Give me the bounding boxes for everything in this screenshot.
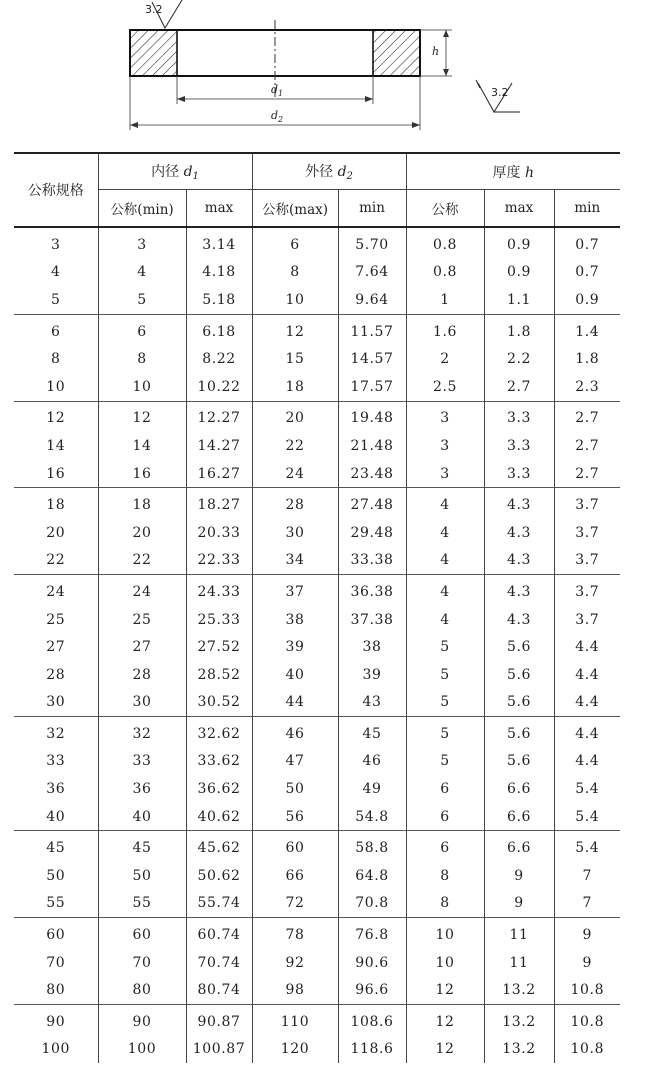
cell-inner-nominal: 6 bbox=[98, 314, 186, 345]
cell-thickness-min: 0.7 bbox=[554, 227, 620, 259]
cell-thickness-max: 4.3 bbox=[484, 519, 554, 547]
cell-outer-nominal: 38 bbox=[252, 606, 338, 634]
cell-inner-max: 90.87 bbox=[186, 1005, 252, 1036]
cell-thickness-min: 0.9 bbox=[554, 286, 620, 314]
table-row bbox=[14, 286, 620, 314]
roughness-symbol-right bbox=[476, 80, 520, 112]
cell-inner-max: 80.74 bbox=[186, 976, 252, 1004]
header-outer-diameter: 外径 $d_2$ bbox=[252, 153, 406, 190]
table-row bbox=[14, 1005, 620, 1036]
cell-thickness-max: 9 bbox=[484, 862, 554, 890]
cell-inner-nominal: 27 bbox=[98, 633, 186, 661]
cell-thickness-nominal: 0.8 bbox=[406, 259, 484, 287]
cell-inner-max: 70.74 bbox=[186, 949, 252, 977]
cell-inner-max: 28.52 bbox=[186, 661, 252, 689]
cell-inner-nominal: 8 bbox=[98, 345, 186, 373]
cell-nominal-size: 14 bbox=[46, 437, 66, 454]
cell-outer-nominal: 15 bbox=[252, 345, 338, 373]
cell-inner-max: 40.62 bbox=[186, 803, 252, 831]
table-row bbox=[14, 976, 620, 1004]
table-row bbox=[14, 575, 620, 606]
cell-inner-max: 33.62 bbox=[186, 748, 252, 776]
table-row bbox=[14, 661, 620, 689]
washer-left-section bbox=[131, 31, 177, 75]
cell-thickness-min: 2.7 bbox=[554, 401, 620, 432]
cell-outer-nominal: 39 bbox=[252, 633, 338, 661]
cell-outer-min: 64.8 bbox=[338, 862, 406, 890]
washer-drawing-svg bbox=[0, 0, 650, 145]
cell-inner-nominal: 55 bbox=[98, 890, 186, 918]
table-row bbox=[14, 803, 620, 831]
cell-outer-nominal: 50 bbox=[252, 775, 338, 803]
cell-inner-nominal: 24 bbox=[98, 575, 186, 606]
subheader-inner-nominal: 公称(min) bbox=[98, 190, 186, 228]
cell-thickness-min: 10.8 bbox=[554, 1005, 620, 1036]
table-row bbox=[14, 606, 620, 634]
table-row bbox=[14, 775, 620, 803]
cell-thickness-min: 9 bbox=[554, 949, 620, 977]
cell-thickness-min: 1.4 bbox=[554, 314, 620, 345]
cell-nominal-size: 36 bbox=[46, 781, 66, 798]
cell-thickness-nominal: 12 bbox=[406, 1005, 484, 1036]
cell-thickness-nominal: 5 bbox=[406, 633, 484, 661]
table-row bbox=[14, 547, 620, 575]
table-row bbox=[14, 401, 620, 432]
cell-inner-nominal: 50 bbox=[98, 862, 186, 890]
cell-outer-nominal: 8 bbox=[252, 259, 338, 287]
cell-inner-max: 10.22 bbox=[186, 373, 252, 401]
cell-outer-min: 118.6 bbox=[338, 1036, 406, 1064]
cell-thickness-nominal: 10 bbox=[406, 949, 484, 977]
cell-outer-min: 23.48 bbox=[338, 460, 406, 488]
cell-outer-nominal: 78 bbox=[252, 918, 338, 949]
cell-thickness-nominal: 4 bbox=[406, 488, 484, 519]
cell-outer-nominal: 47 bbox=[252, 748, 338, 776]
cell-inner-max: 50.62 bbox=[186, 862, 252, 890]
roughness-symbol-top bbox=[145, 0, 182, 28]
cell-thickness-max: 0.9 bbox=[484, 259, 554, 287]
cell-outer-nominal: 56 bbox=[252, 803, 338, 831]
cell-outer-nominal: 37 bbox=[252, 575, 338, 606]
table-row bbox=[14, 345, 620, 373]
cell-thickness-nominal: 4 bbox=[406, 575, 484, 606]
cell-inner-max: 22.33 bbox=[186, 547, 252, 575]
cell-thickness-max: 3.3 bbox=[484, 401, 554, 432]
cell-outer-nominal: 92 bbox=[252, 949, 338, 977]
cell-thickness-max: 1.8 bbox=[484, 314, 554, 345]
table-row bbox=[14, 259, 620, 287]
subheader-thickness-max: max bbox=[484, 190, 554, 228]
cell-inner-nominal: 80 bbox=[98, 976, 186, 1004]
cell-thickness-min: 2.7 bbox=[554, 460, 620, 488]
cell-nominal-size: 20 bbox=[46, 524, 66, 541]
cell-outer-min: 36.38 bbox=[338, 575, 406, 606]
cell-thickness-max: 9 bbox=[484, 890, 554, 918]
cell-thickness-min: 2.7 bbox=[554, 432, 620, 460]
cell-outer-min: 38 bbox=[338, 633, 406, 661]
cell-thickness-max: 3.3 bbox=[484, 432, 554, 460]
subheader-outer-nominal: 公称(max) bbox=[252, 190, 338, 228]
cell-nominal-size: 16 bbox=[46, 465, 66, 482]
cell-thickness-min: 3.7 bbox=[554, 547, 620, 575]
cell-thickness-min: 3.7 bbox=[554, 488, 620, 519]
cell-nominal-size: 8 bbox=[50, 351, 61, 368]
header-nominal-size: 公称规格 bbox=[14, 153, 98, 227]
washer-dimension-table bbox=[14, 152, 620, 1063]
cell-nominal-size: 6 bbox=[14, 314, 98, 345]
table-row bbox=[14, 949, 620, 977]
cell-outer-nominal: 98 bbox=[252, 976, 338, 1004]
cell-outer-min: 7.64 bbox=[338, 259, 406, 287]
cell-inner-nominal: 22 bbox=[98, 547, 186, 575]
cell-inner-nominal: 5 bbox=[98, 286, 186, 314]
cell-inner-max: 12.27 bbox=[186, 401, 252, 432]
cell-inner-max: 36.62 bbox=[186, 775, 252, 803]
cell-thickness-nominal: 2.5 bbox=[406, 373, 484, 401]
cell-inner-max: 14.27 bbox=[186, 432, 252, 460]
table-row bbox=[14, 918, 620, 949]
cell-thickness-max: 4.3 bbox=[484, 606, 554, 634]
cell-inner-nominal: 20 bbox=[98, 519, 186, 547]
subheader-thickness-min: min bbox=[554, 190, 620, 228]
cell-thickness-max: 13.2 bbox=[484, 976, 554, 1004]
cell-inner-max: 25.33 bbox=[186, 606, 252, 634]
table-row bbox=[14, 1036, 620, 1064]
cell-outer-nominal: 72 bbox=[252, 890, 338, 918]
cell-thickness-max: 3.3 bbox=[484, 460, 554, 488]
cell-outer-nominal: 10 bbox=[252, 286, 338, 314]
table-row bbox=[14, 717, 620, 748]
cell-outer-min: 17.57 bbox=[338, 373, 406, 401]
cell-nominal-size: 3 bbox=[50, 236, 61, 253]
cell-thickness-max: 13.2 bbox=[484, 1036, 554, 1064]
cell-nominal-size: 90 bbox=[14, 1005, 98, 1036]
cell-thickness-min: 5.4 bbox=[554, 775, 620, 803]
cell-thickness-nominal: 5 bbox=[406, 689, 484, 717]
cell-outer-nominal: 66 bbox=[252, 862, 338, 890]
cell-outer-min: 43 bbox=[338, 689, 406, 717]
cell-nominal-size: 27 bbox=[46, 639, 66, 656]
table-row bbox=[14, 373, 620, 401]
cell-thickness-max: 4.3 bbox=[484, 488, 554, 519]
cell-thickness-max: 11 bbox=[484, 918, 554, 949]
cell-nominal-size: 50 bbox=[46, 867, 66, 884]
cell-thickness-nominal: 4 bbox=[406, 519, 484, 547]
cell-outer-min: 37.38 bbox=[338, 606, 406, 634]
cell-outer-nominal: 28 bbox=[252, 488, 338, 519]
cell-outer-nominal: 24 bbox=[252, 460, 338, 488]
cell-nominal-size: 24 bbox=[14, 575, 98, 606]
table-row bbox=[14, 748, 620, 776]
table-row bbox=[14, 633, 620, 661]
cell-inner-max: 45.62 bbox=[186, 831, 252, 862]
cell-outer-min: 11.57 bbox=[338, 314, 406, 345]
cell-thickness-min: 7 bbox=[554, 862, 620, 890]
cell-thickness-nominal: 1.6 bbox=[406, 314, 484, 345]
cell-outer-nominal: 110 bbox=[252, 1005, 338, 1036]
cell-thickness-nominal: 12 bbox=[406, 1036, 484, 1064]
cell-nominal-size: 70 bbox=[46, 954, 66, 971]
cell-outer-nominal: 18 bbox=[252, 373, 338, 401]
cell-thickness-nominal: 3 bbox=[406, 432, 484, 460]
cell-inner-max: 16.27 bbox=[186, 460, 252, 488]
cell-outer-nominal: 46 bbox=[252, 717, 338, 748]
d2-label: $d_2$ bbox=[271, 109, 284, 124]
cell-thickness-nominal: 1 bbox=[406, 286, 484, 314]
cell-outer-min: 33.38 bbox=[338, 547, 406, 575]
table-row bbox=[14, 890, 620, 918]
cell-inner-max: 27.52 bbox=[186, 633, 252, 661]
cell-inner-nominal: 18 bbox=[98, 488, 186, 519]
cell-thickness-max: 6.6 bbox=[484, 803, 554, 831]
cell-inner-max: 4.18 bbox=[186, 259, 252, 287]
table-row bbox=[14, 862, 620, 890]
cell-inner-max: 100.87 bbox=[186, 1036, 252, 1064]
h-label: h bbox=[432, 45, 440, 58]
cell-thickness-max: 13.2 bbox=[484, 1005, 554, 1036]
cell-inner-max: 6.18 bbox=[186, 314, 252, 345]
table-row bbox=[14, 314, 620, 345]
cell-nominal-size: 10 bbox=[46, 378, 66, 395]
cell-thickness-min: 5.4 bbox=[554, 831, 620, 862]
cell-thickness-min: 2.3 bbox=[554, 373, 620, 401]
cell-nominal-size: 80 bbox=[46, 982, 66, 999]
cell-thickness-max: 4.3 bbox=[484, 575, 554, 606]
cell-thickness-nominal: 0.8 bbox=[406, 227, 484, 259]
cell-thickness-max: 2.7 bbox=[484, 373, 554, 401]
cell-thickness-max: 5.6 bbox=[484, 748, 554, 776]
cell-outer-min: 5.70 bbox=[338, 227, 406, 259]
cell-inner-nominal: 36 bbox=[98, 775, 186, 803]
subheader-outer-min: min bbox=[338, 190, 406, 228]
cell-thickness-max: 5.6 bbox=[484, 717, 554, 748]
cell-inner-max: 5.18 bbox=[186, 286, 252, 314]
cell-inner-nominal: 14 bbox=[98, 432, 186, 460]
cell-inner-max: 55.74 bbox=[186, 890, 252, 918]
cell-nominal-size: 45 bbox=[14, 831, 98, 862]
cell-outer-nominal: 34 bbox=[252, 547, 338, 575]
table-row bbox=[14, 689, 620, 717]
cell-thickness-max: 6.6 bbox=[484, 775, 554, 803]
cell-thickness-max: 5.6 bbox=[484, 689, 554, 717]
cell-inner-max: 30.52 bbox=[186, 689, 252, 717]
table-row bbox=[14, 488, 620, 519]
cell-outer-nominal: 44 bbox=[252, 689, 338, 717]
cell-thickness-min: 7 bbox=[554, 890, 620, 918]
d1-label: $d_1$ bbox=[271, 83, 284, 98]
cell-thickness-nominal: 5 bbox=[406, 661, 484, 689]
cell-outer-min: 29.48 bbox=[338, 519, 406, 547]
cell-outer-min: 90.6 bbox=[338, 949, 406, 977]
table-row bbox=[14, 432, 620, 460]
cell-thickness-min: 4.4 bbox=[554, 717, 620, 748]
cell-thickness-min: 4.4 bbox=[554, 633, 620, 661]
table-row bbox=[14, 460, 620, 488]
cell-inner-max: 60.74 bbox=[186, 918, 252, 949]
cell-thickness-nominal: 3 bbox=[406, 460, 484, 488]
cell-thickness-min: 5.4 bbox=[554, 803, 620, 831]
cell-nominal-size: 25 bbox=[46, 611, 66, 628]
cell-inner-max: 20.33 bbox=[186, 519, 252, 547]
cell-inner-nominal: 25 bbox=[98, 606, 186, 634]
cell-thickness-min: 9 bbox=[554, 918, 620, 949]
cell-inner-max: 3.14 bbox=[186, 227, 252, 259]
cell-thickness-min: 4.4 bbox=[554, 689, 620, 717]
cell-inner-nominal: 16 bbox=[98, 460, 186, 488]
cell-outer-nominal: 40 bbox=[252, 661, 338, 689]
cell-thickness-max: 0.9 bbox=[484, 227, 554, 259]
cell-outer-min: 27.48 bbox=[338, 488, 406, 519]
cell-inner-max: 32.62 bbox=[186, 717, 252, 748]
cell-inner-nominal: 90 bbox=[98, 1005, 186, 1036]
cell-inner-nominal: 70 bbox=[98, 949, 186, 977]
cell-thickness-nominal: 4 bbox=[406, 547, 484, 575]
cell-nominal-size: 12 bbox=[14, 401, 98, 432]
cell-outer-min: 21.48 bbox=[338, 432, 406, 460]
cell-outer-min: 14.57 bbox=[338, 345, 406, 373]
cell-nominal-size: 28 bbox=[46, 666, 66, 683]
cell-nominal-size: 4 bbox=[50, 264, 61, 281]
cell-outer-nominal: 20 bbox=[252, 401, 338, 432]
cell-outer-min: 49 bbox=[338, 775, 406, 803]
cell-nominal-size: 5 bbox=[50, 291, 61, 308]
cell-inner-nominal: 30 bbox=[98, 689, 186, 717]
cell-inner-nominal: 33 bbox=[98, 748, 186, 776]
cell-outer-nominal: 6 bbox=[252, 227, 338, 259]
cell-outer-min: 96.6 bbox=[338, 976, 406, 1004]
cell-outer-nominal: 60 bbox=[252, 831, 338, 862]
cell-inner-nominal: 40 bbox=[98, 803, 186, 831]
cell-nominal-size: 60 bbox=[14, 918, 98, 949]
cell-nominal-size: 32 bbox=[14, 717, 98, 748]
cell-thickness-min: 3.7 bbox=[554, 519, 620, 547]
cell-outer-nominal: 120 bbox=[252, 1036, 338, 1064]
cell-inner-nominal: 3 bbox=[98, 227, 186, 259]
table-row bbox=[14, 831, 620, 862]
cell-thickness-nominal: 6 bbox=[406, 831, 484, 862]
washer-section-drawing bbox=[0, 0, 650, 145]
cell-outer-min: 108.6 bbox=[338, 1005, 406, 1036]
cell-outer-min: 19.48 bbox=[338, 401, 406, 432]
cell-outer-min: 54.8 bbox=[338, 803, 406, 831]
cell-thickness-nominal: 10 bbox=[406, 918, 484, 949]
subheader-inner-max: max bbox=[186, 190, 252, 228]
cell-nominal-size: 30 bbox=[46, 694, 66, 711]
cell-outer-min: 46 bbox=[338, 748, 406, 776]
cell-thickness-min: 3.7 bbox=[554, 575, 620, 606]
cell-nominal-size: 55 bbox=[46, 895, 66, 912]
cell-outer-min: 58.8 bbox=[338, 831, 406, 862]
cell-outer-nominal: 30 bbox=[252, 519, 338, 547]
cell-thickness-max: 2.2 bbox=[484, 345, 554, 373]
cell-thickness-nominal: 6 bbox=[406, 803, 484, 831]
svg-text:3.2: 3.2 bbox=[145, 3, 163, 16]
cell-inner-max: 8.22 bbox=[186, 345, 252, 373]
svg-text:3.2: 3.2 bbox=[491, 86, 509, 99]
cell-nominal-size: 40 bbox=[46, 808, 66, 825]
cell-thickness-max: 11 bbox=[484, 949, 554, 977]
cell-thickness-max: 5.6 bbox=[484, 661, 554, 689]
cell-thickness-nominal: 5 bbox=[406, 717, 484, 748]
cell-inner-nominal: 60 bbox=[98, 918, 186, 949]
cell-thickness-min: 10.8 bbox=[554, 1036, 620, 1064]
cell-thickness-nominal: 12 bbox=[406, 976, 484, 1004]
cell-thickness-nominal: 4 bbox=[406, 606, 484, 634]
cell-outer-min: 70.8 bbox=[338, 890, 406, 918]
cell-thickness-min: 4.4 bbox=[554, 661, 620, 689]
cell-outer-min: 39 bbox=[338, 661, 406, 689]
cell-outer-nominal: 22 bbox=[252, 432, 338, 460]
cell-thickness-max: 4.3 bbox=[484, 547, 554, 575]
cell-thickness-max: 6.6 bbox=[484, 831, 554, 862]
cell-nominal-size: 18 bbox=[14, 488, 98, 519]
header-inner-diameter: 内径 $d_1$ bbox=[98, 153, 252, 190]
cell-thickness-nominal: 5 bbox=[406, 748, 484, 776]
cell-inner-nominal: 4 bbox=[98, 259, 186, 287]
cell-outer-min: 76.8 bbox=[338, 918, 406, 949]
cell-outer-min: 45 bbox=[338, 717, 406, 748]
cell-inner-nominal: 100 bbox=[98, 1036, 186, 1064]
cell-thickness-min: 1.8 bbox=[554, 345, 620, 373]
cell-thickness-nominal: 8 bbox=[406, 862, 484, 890]
cell-nominal-size: 33 bbox=[46, 753, 66, 770]
subheader-thickness-nominal: 公称 bbox=[406, 190, 484, 228]
cell-inner-nominal: 28 bbox=[98, 661, 186, 689]
cell-inner-max: 18.27 bbox=[186, 488, 252, 519]
cell-nominal-size: 22 bbox=[46, 552, 66, 569]
cell-nominal-size: 100 bbox=[41, 1041, 71, 1058]
cell-thickness-min: 4.4 bbox=[554, 748, 620, 776]
table-body bbox=[14, 227, 620, 1063]
washer-right-section bbox=[373, 31, 419, 75]
cell-thickness-min: 10.8 bbox=[554, 976, 620, 1004]
cell-thickness-max: 5.6 bbox=[484, 633, 554, 661]
cell-thickness-min: 0.7 bbox=[554, 259, 620, 287]
cell-inner-nominal: 10 bbox=[98, 373, 186, 401]
cell-inner-nominal: 12 bbox=[98, 401, 186, 432]
cell-thickness-nominal: 6 bbox=[406, 775, 484, 803]
cell-outer-min: 9.64 bbox=[338, 286, 406, 314]
cell-thickness-nominal: 3 bbox=[406, 401, 484, 432]
cell-inner-nominal: 45 bbox=[98, 831, 186, 862]
cell-inner-max: 24.33 bbox=[186, 575, 252, 606]
header-thickness: 厚度 h bbox=[406, 153, 620, 190]
cell-inner-nominal: 32 bbox=[98, 717, 186, 748]
table-row bbox=[14, 227, 620, 259]
cell-thickness-min: 3.7 bbox=[554, 606, 620, 634]
cell-thickness-nominal: 8 bbox=[406, 890, 484, 918]
cell-thickness-nominal: 2 bbox=[406, 345, 484, 373]
cell-thickness-max: 1.1 bbox=[484, 286, 554, 314]
table-row bbox=[14, 519, 620, 547]
cell-outer-nominal: 12 bbox=[252, 314, 338, 345]
